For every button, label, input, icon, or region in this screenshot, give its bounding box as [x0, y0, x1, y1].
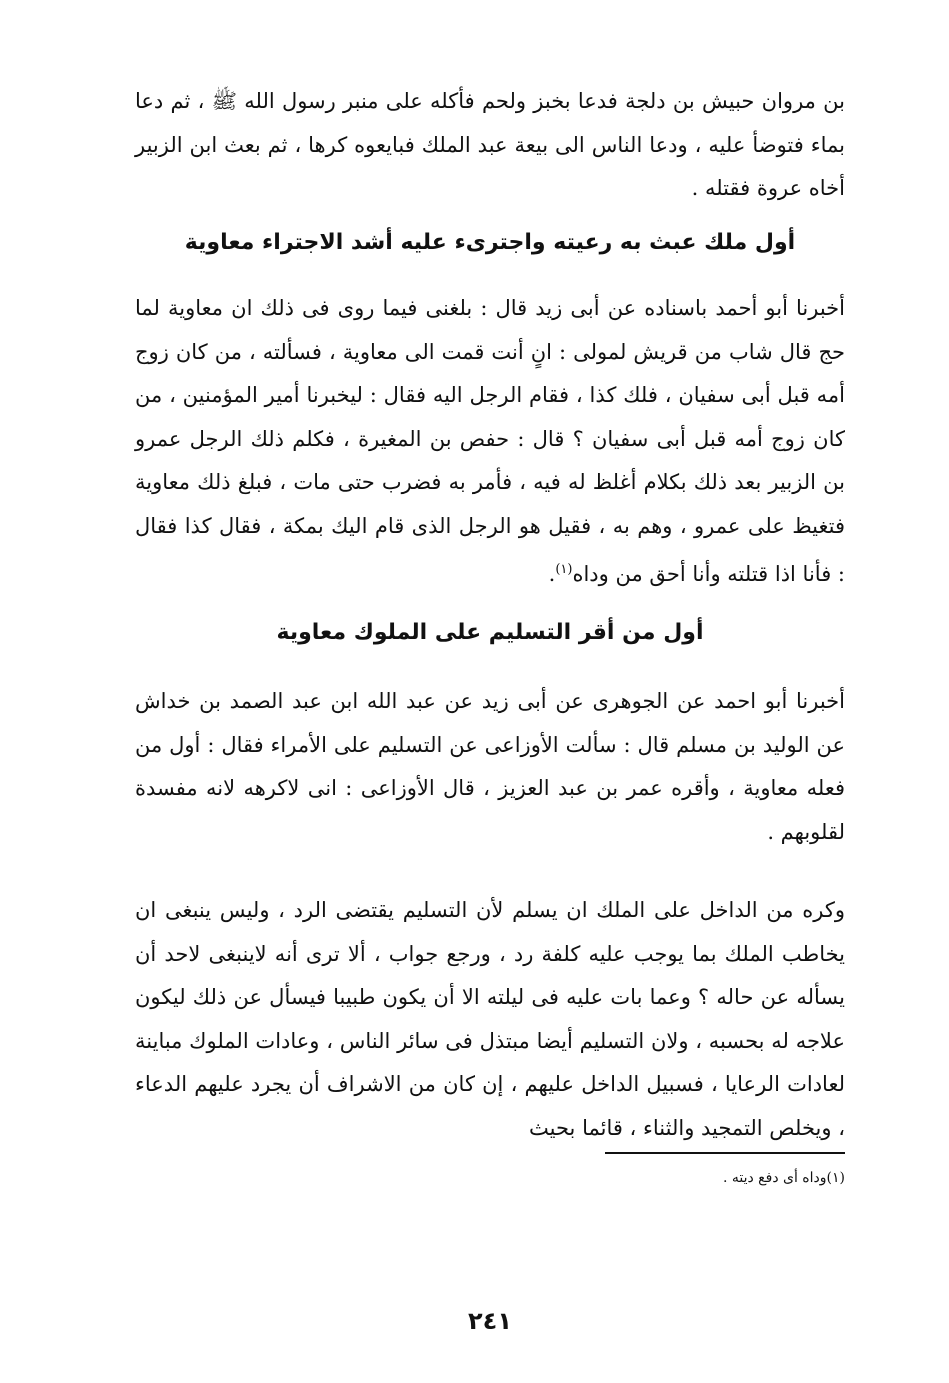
paragraph-1: بن مروان حبيش بن دلجة فدعا بخبز ولحم فأكله على منبر رسول الله ﷺ ، ثم دعا بماء فتوضأ عليه ، ودعا الناس الى بيعة عبد الملك فبايعوه كرها ، ثم بعث ابن الزبير أخاه عروة فقتله . — [135, 89, 845, 200]
section-heading-2: أول من أقر التسليم على الملوك معاوية — [276, 620, 704, 645]
page-number: ٢٤١ — [468, 1307, 512, 1335]
paragraph-2-text: أخبرنا أبو أحمد باسناده عن أبى زيد قال : بلغنى فيما روى فى ذلك ان معاوية لما حج قال شاب من قريش لمولى : انٍ أنت قمت الى معاوية ، فسألته ، من كان زوج أمه قبل أبى سفيان ، فلك كذا ، فقام الرجل اليه فقال : ليخبرنا أمير المؤمنين ، من كان زوج أمه قبل أبى سفيان ؟ قال : حفص بن المغيرة ، فكلم ذلك الرجل عمرو بن الزبير بعد ذلك بكلام أغلظ له فيه ، فأمر به فضرب حتى مات ، فبلغ ذلك معاوية فتغيظ على عمرو ، وهم به ، فقيل هو الرجل الذى قام اليك بمكة ، فقال كذا فقال : فأنا اذا قتلته وأنا أحق من وداه — [135, 296, 845, 586]
footnote: (١)وداه أى دفع ديته . — [722, 1170, 845, 1186]
paragraph-3: أخبرنا أبو احمد عن الجوهرى عن أبى زيد عن عبد الله ابن عبد الصمد بن خداش عن الوليد بن مسلم قال : سألت الأوزاعى عن التسليم على الأمراء فقال : أول من فعله معاوية ، وأقره عمر بن عبد العزيز ، قال الأوزاعى : انى لاكرهه لانه مفسدة لقلوبهم . — [135, 689, 845, 844]
footnote-ref: (١) — [555, 562, 573, 577]
section-heading-1: أول ملك عبث به رعيته واجترىء عليه أشد الاجتراء معاوية — [184, 230, 796, 255]
paragraph-2 — [135, 287, 845, 597]
footnote-divider — [605, 1152, 845, 1154]
paragraph-2-end: . — [548, 562, 556, 586]
paragraph-4: وكره من الداخل على الملك ان يسلم لأن التسليم يقتضى الرد ، وليس ينبغى ان يخاطب الملك بما يوجب عليه كلفة رد ، ورجع جواب ، ألا ترى أنه لاينبغى لاحد أن يسأله عن حاله ؟ وعما بات عليه فى ليلته الا أن يكون طبيبا فيسأل عن ذلك ليكون علاجه له بحسبه ، ولان التسليم أيضا مبتذل فى سائر الناس ، وعادات الملوك مباينة لعادات الرعايا ، فسبيل الداخل عليهم ، إن كان من الاشراف أن يجرد عليهم الدعاء ، ويخلص التمجيد والثناء ، قائما بحيث — [135, 898, 845, 1140]
book-page — [135, 72, 845, 1362]
